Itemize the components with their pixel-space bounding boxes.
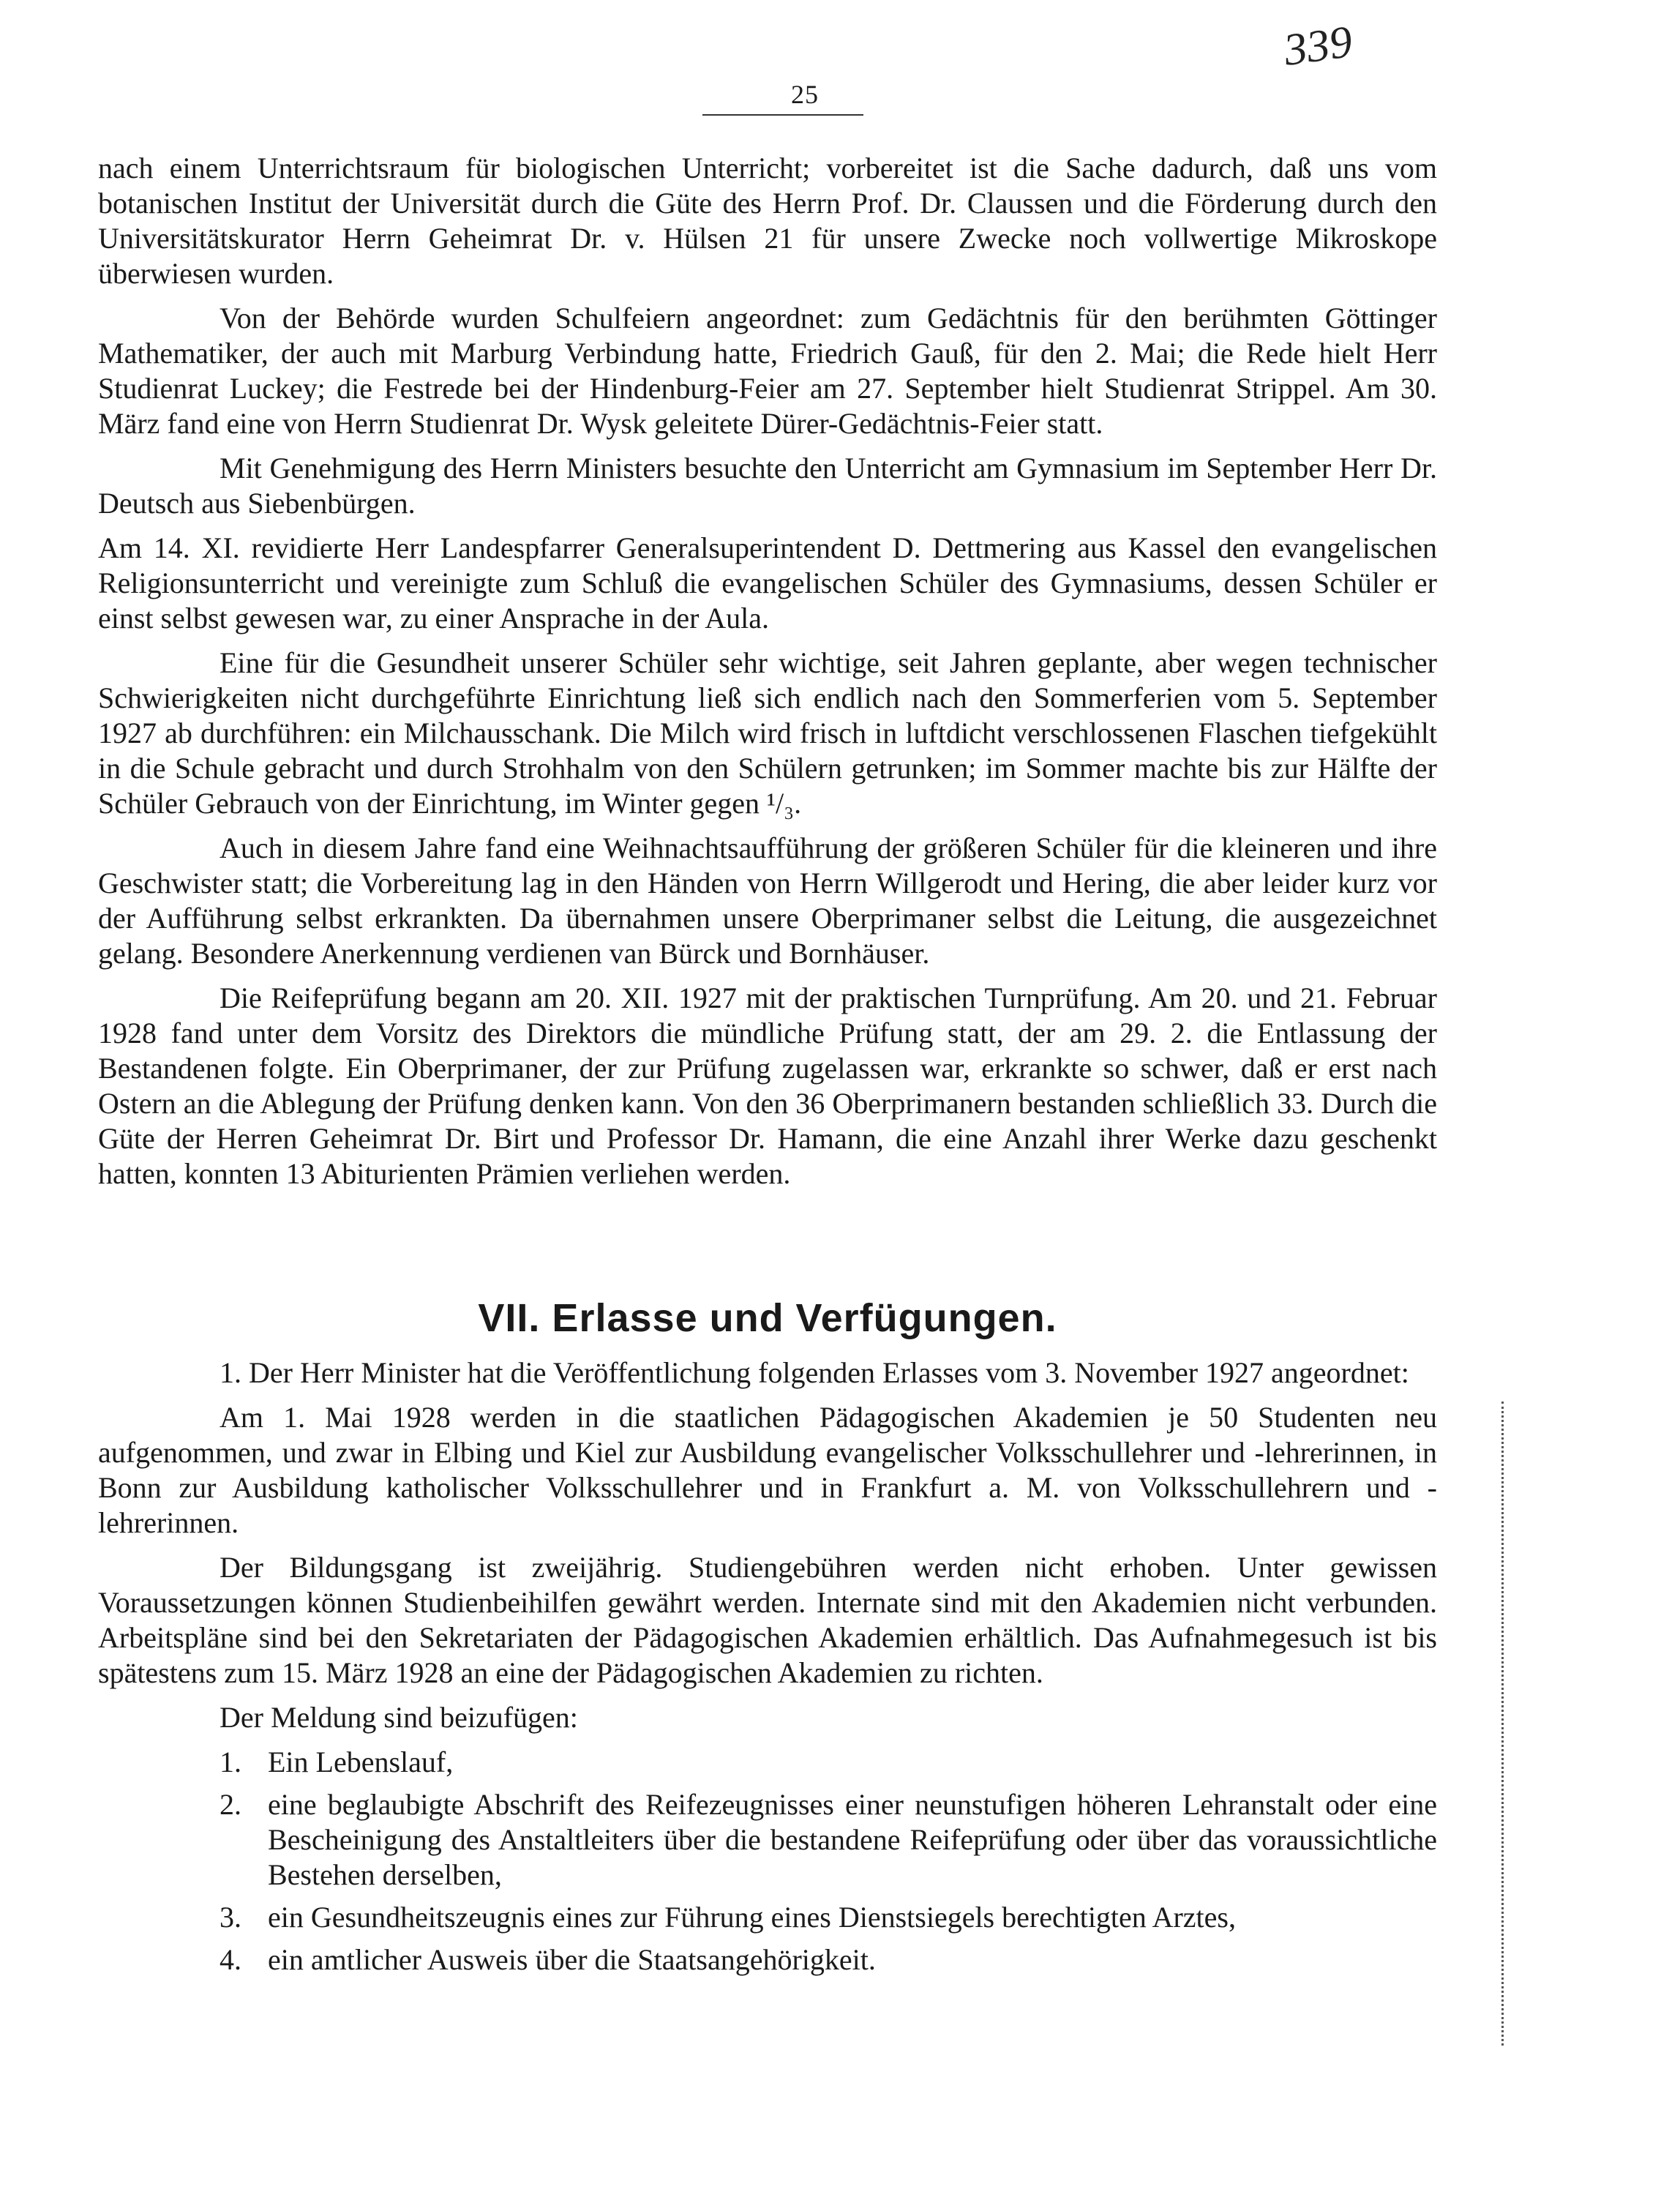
page-number-rule [702, 114, 863, 116]
list-item [220, 1942, 1437, 1977]
section-body [98, 1355, 1437, 1985]
list-item-number: 2. [220, 1788, 241, 1821]
list-item [220, 1900, 1437, 1935]
paragraph: Eine für die Gesundheit unserer Schüler sehr wichtige, seit Jahren geplante, aber wegen technischer Schwierigkeiten nicht durchgeführte Einrichtung ließ sich endlich nach den Sommerferien vom 5. September 1927 ab durchführen: ein Milchausschank. Die Milch wird frisch in luftdicht verschlossenen Flaschen tiefgekühlt in die Schule gebracht und durch Strohhalm von den Schülern getrunken; im Sommer machte bis zur Hälfte der Schüler Gebrauch von der Einrichtung, im Winter gegen ¹/₃. [98, 646, 1437, 820]
paragraph: Der Meldung sind beizufügen: [220, 1701, 578, 1734]
requirements-list [98, 1745, 1437, 1977]
list-item [220, 1787, 1437, 1893]
paragraph: Der Bildungsgang ist zweijährig. Studiengebühren werden nicht erhoben. Unter gewissen Voraussetzungen können Studienbeihilfen gewährt werden. Internate sind mit den Akademien nicht verbunden. Arbeitspläne sind bei den Sekretariaten der Pädagogischen Akademien erhältlich. Das Aufnahmegesuch ist bis spätestens zum 15. März 1928 an eine der Pädagogischen Akademien zu richten. [98, 1551, 1437, 1689]
list-item-text: ein Gesundheitszeugnis eines zur Führung eines Dienstsiegels berechtigten Arztes, [268, 1901, 1236, 1934]
list-item-text: Ein Lebenslauf, [268, 1745, 454, 1778]
paragraph: Am 14. XI. revidierte Herr Landespfarrer Generalsuperintendent D. Dettmering aus Kassel den evangelischen Religionsunterricht und vereinigte zum Schluß die evangelischen Schüler des Gymnasiums, dessen Schüler er einst selbst gewesen war, zu einer Ansprache in der Aula. [98, 531, 1437, 635]
list-item-number: 1. [220, 1745, 241, 1778]
body-text [98, 151, 1437, 1201]
paragraph: Mit Genehmigung des Herrn Ministers besuchte den Unterricht am Gymnasium im September Herr Dr. Deutsch aus Siebenbürgen. [98, 452, 1437, 520]
paragraph: Die Reifeprüfung begann am 20. XII. 1927 mit der praktischen Turnprüfung. Am 20. und 21. Februar 1928 fand unter dem Vorsitz des Direktors die mündliche Prüfung statt, der am 29. 2. die Entlassung der Bestandenen folgte. Ein Oberprimaner, der zur Prüfung zugelassen war, erkrankte so schwer, daß er erst nach Ostern an die Ablegung der Prüfung denken kann. Von den 36 Oberprimanern bestanden schließlich 33. Durch die Güte der Herren Geheimrat Dr. Birt und Professor Dr. Hamann, die eine Anzahl ihrer Werke dazu geschenkt hatten, konnten 13 Abiturienten Prämien verliehen werden. [98, 981, 1437, 1190]
paragraph: 1. Der Herr Minister hat die Veröffentlichung folgenden Erlasses vom 3. November 1927 angeordnet: [220, 1356, 1409, 1389]
handwritten-archive-mark: 339 [1280, 16, 1356, 76]
list-item-text: ein amtlicher Ausweis über die Staatsangehörigkeit. [268, 1943, 876, 1976]
scan-edge-marks [1501, 1402, 1514, 2046]
list-item-text: eine beglaubigte Abschrift des Reifezeugnisses einer neunstufigen höheren Lehranstalt oder eine Bescheinigung des Anstaltleiters über die bestandene Reifeprüfung oder über das voraussichtliche Bestehen derselben, [268, 1788, 1437, 1891]
section-heading: VII. Erlasse und Verfügungen. [478, 1296, 1057, 1340]
paragraph: nach einem Unterrichtsraum für biologischen Unterricht; vorbereitet ist die Sache dadurch, daß uns vom botanischen Institut der Universität durch die Güte des Herrn Prof. Dr. Claussen und die Förderung durch den Universitätskurator Herrn Geheimrat Dr. v. Hülsen 21 für unsere Zwecke noch vollwertige Mikroskope überwiesen wurden. [98, 151, 1437, 290]
paragraph: Auch in diesem Jahre fand eine Weihnachtsaufführung der größeren Schüler für die kleineren und ihre Geschwister statt; die Vorbereitung lag in den Händen von Herrn Willgerodt und Hering, die aber leider kurz vor der Aufführung selbst erkrankten. Da übernahmen unsere Oberprimaner selbst die Leitung, die ausgezeichnet gelang. Besondere Anerkennung verdienen van Bürck und Bornhäuser. [98, 831, 1437, 970]
list-item [220, 1745, 1437, 1780]
page-number: 25 [791, 80, 819, 109]
list-item-number: 3. [220, 1901, 241, 1934]
paragraph: Am 1. Mai 1928 werden in die staatlichen Pädagogischen Akademien je 50 Studenten neu aufgenommen, und zwar in Elbing und Kiel zur Ausbildung evangelischer Volksschullehrer und -lehrerinnen, in Bonn zur Ausbildung katholischer Volksschullehrer und in Frankfurt a. M. von Volksschullehrern und -lehrerinnen. [98, 1401, 1437, 1539]
paragraph: Von der Behörde wurden Schulfeiern angeordnet: zum Gedächtnis für den berühmten Göttinger Mathematiker, der auch mit Marburg Verbindung hatte, Friedrich Gauß, für den 2. Mai; die Rede hielt Herr Studienrat Luckey; die Festrede bei der Hindenburg-Feier am 27. September hielt Studienrat Strippel. Am 30. März fand eine von Herrn Studienrat Dr. Wysk geleitete Dürer-Gedächtnis-Feier statt. [98, 302, 1437, 440]
list-item-number: 4. [220, 1943, 241, 1976]
